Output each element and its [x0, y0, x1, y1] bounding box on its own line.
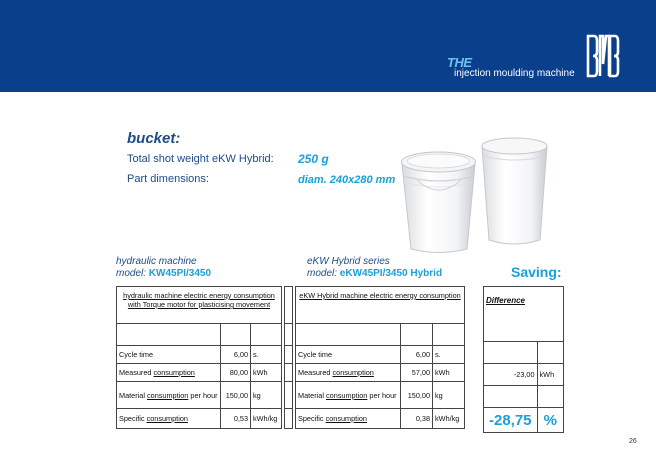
row-unit: kWh/kg — [251, 409, 282, 429]
difference-value: -23,00 — [484, 364, 538, 386]
percent-unit: % — [537, 408, 563, 433]
hybrid-table — [295, 286, 465, 429]
table-row — [117, 346, 282, 364]
row-label: Material consumption per hour — [117, 382, 221, 409]
row-unit: kWh/kg — [433, 409, 465, 429]
brand-the: THE — [447, 55, 472, 70]
saving-title: Saving: — [511, 264, 562, 280]
shot-weight-label: Total shot weight eKW Hybrid: — [127, 153, 274, 165]
row-unit: s. — [251, 346, 282, 364]
hydraulic-table — [116, 286, 282, 429]
row-value: 6,00 — [401, 346, 433, 364]
row-label: Measured consumption — [296, 364, 401, 382]
difference-label: Difference — [484, 287, 564, 342]
hydraulic-model: KW45PI/3450 — [148, 268, 212, 279]
saving-table — [483, 286, 564, 433]
row-value: 80,00 — [221, 364, 251, 382]
dimensions-value: diam. 240x280 mm — [298, 174, 396, 186]
page-number: 26 — [629, 438, 637, 445]
row-unit: kg — [433, 382, 465, 409]
table-row — [296, 409, 465, 429]
hybrid-model: eKW45PI/3450 Hybrid — [339, 268, 443, 279]
bmb-logo — [586, 34, 620, 78]
table-separator — [284, 286, 293, 429]
row-unit: kg — [251, 382, 282, 409]
shot-weight-value: 250 g — [298, 152, 329, 166]
row-label: Material consumption per hour — [296, 382, 401, 409]
row-value: 6,00 — [221, 346, 251, 364]
brand-tagline: injection moulding machine — [454, 68, 575, 79]
hydraulic-table-header: hydraulic machine electric energy consumption with Torque motor for plasticising movement — [117, 287, 282, 324]
hybrid-model-line — [307, 268, 442, 279]
hydraulic-section-label: hydraulic machine — [116, 256, 197, 267]
hybrid-section-label: eKW Hybrid series — [307, 256, 390, 267]
row-unit: s. — [433, 346, 465, 364]
row-unit: kWh — [251, 364, 282, 382]
row-label: Cycle time — [296, 346, 401, 364]
table-row — [296, 364, 465, 382]
product-name: bucket: — [127, 130, 181, 147]
percent-value: -28,75 — [484, 408, 538, 433]
row-label: Cycle time — [117, 346, 221, 364]
row-unit: kWh — [433, 364, 465, 382]
hydraulic-model-line — [116, 268, 211, 279]
dimensions-label: Part dimensions: — [127, 173, 209, 185]
row-value: 0,53 — [221, 409, 251, 429]
table-row — [117, 409, 282, 429]
hydraulic-model-prefix: model: — [116, 268, 147, 279]
row-value: 0,38 — [401, 409, 433, 429]
table-row — [296, 346, 465, 364]
header-band — [0, 0, 656, 92]
difference-unit: kWh — [537, 364, 563, 386]
row-value: 57,00 — [401, 364, 433, 382]
table-row — [117, 382, 282, 409]
row-label: Measured consumption — [117, 364, 221, 382]
row-label: Specific consumption — [117, 409, 221, 429]
hybrid-model-prefix: model: — [307, 268, 338, 279]
bucket-product-image — [397, 134, 552, 256]
hybrid-table-header: eKW Hybrid machine electric energy consumption — [296, 287, 465, 324]
row-value: 150,00 — [221, 382, 251, 409]
row-value: 150,00 — [401, 382, 433, 409]
table-row — [117, 364, 282, 382]
row-label: Specific consumption — [296, 409, 401, 429]
table-row — [296, 382, 465, 409]
